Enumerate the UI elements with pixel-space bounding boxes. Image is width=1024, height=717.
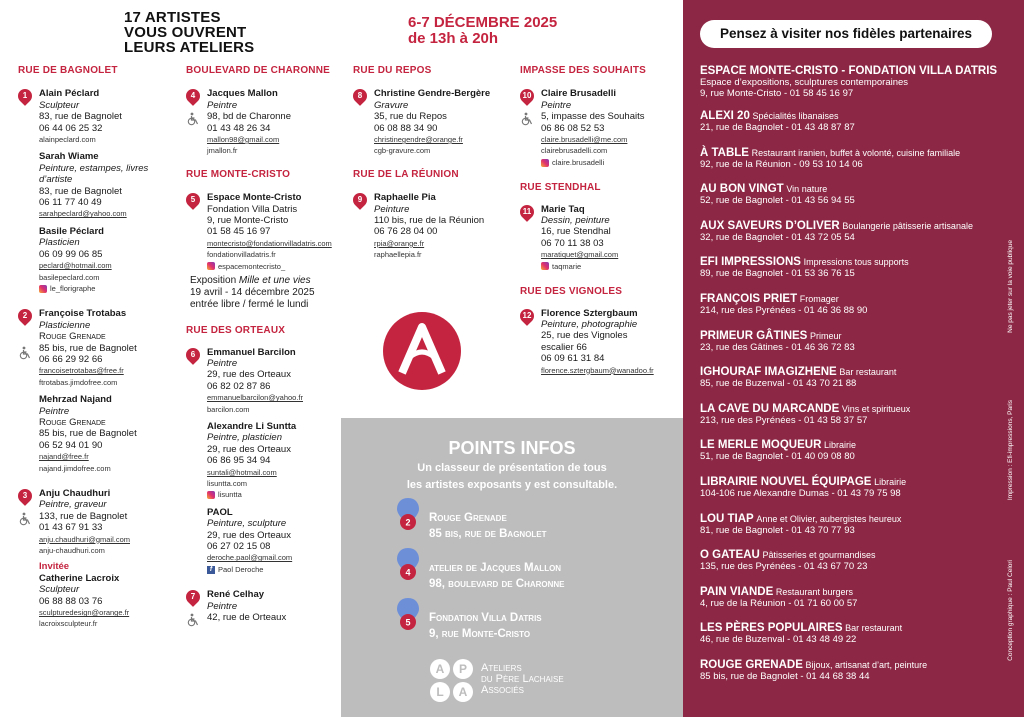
artist-website[interactable]: raphaellepia.fr xyxy=(374,250,422,260)
partner-address: 135, rue des Pyrénées - 01 43 67 70 23 xyxy=(700,561,868,573)
map-pin-icon: 7 xyxy=(183,587,203,607)
artist-entry xyxy=(18,308,178,388)
partner-name: IGHOURAF IMAGIZHENE xyxy=(700,366,837,379)
artist-email[interactable]: francoisetrotabas@free.fr xyxy=(39,366,124,376)
artist-website[interactable]: alainpeclard.com xyxy=(39,135,96,145)
artist-website[interactable]: fondationvilladatris.fr xyxy=(207,250,276,260)
artist-website[interactable]: najand.jimdofree.com xyxy=(39,463,111,473)
info-point xyxy=(429,510,547,542)
partner-item xyxy=(700,331,1010,368)
artist-name: Florence Sztergbaum xyxy=(541,307,638,319)
artist-entry xyxy=(18,561,178,629)
partner-description: Bijoux, artisanat d’art, peinture xyxy=(805,659,928,670)
artist-website[interactable]: basilepeclard.com xyxy=(39,272,100,282)
facebook-icon: f xyxy=(207,566,215,574)
partners-heading: Pensez à visiter nos fidèles partenaires xyxy=(700,20,992,48)
artist-name: Jacques Mallon xyxy=(207,88,278,100)
artist-email[interactable]: christinegendre@orange.fr xyxy=(374,135,463,145)
artist-phone: 06 76 28 04 00 xyxy=(374,226,438,238)
apla-association-logo xyxy=(429,658,475,704)
svg-text:A: A xyxy=(435,662,445,676)
artist-organization: Fondation Villa Datris xyxy=(207,203,298,215)
instagram-icon xyxy=(541,159,549,167)
partner-name: LE MERLE MOQUEUR xyxy=(700,439,822,452)
artist-address: 42, rue de Orteaux xyxy=(207,612,287,624)
partner-name: ALEXI 20 xyxy=(700,110,750,122)
info-point-address: 85 bis, rue de Bagnolet xyxy=(429,528,547,540)
info-point-name: Fondation Villa Datris xyxy=(429,612,542,624)
artist-name: Mehrzad Najand xyxy=(39,394,112,406)
artist-entry xyxy=(186,192,341,272)
artist-entry xyxy=(18,488,178,556)
apla-name: Ateliers du Père Lachaise Associés xyxy=(481,662,564,696)
instagram-link[interactable]: espacemontecristo_ xyxy=(207,261,341,272)
partner-name: PAIN VIANDE xyxy=(700,585,774,598)
artist-entry xyxy=(520,204,682,272)
artist-address: 5, impasse des Souhaits xyxy=(541,111,645,123)
artist-email[interactable]: rpia@orange.fr xyxy=(374,238,425,248)
map-pin-icon: 12 xyxy=(517,306,537,326)
partner-description: Impressions tous supports xyxy=(803,257,909,268)
partner-name: À TABLE xyxy=(700,146,749,159)
artist-name: PAOL xyxy=(207,506,233,518)
artist-email[interactable]: deroche.paol@gmail.com xyxy=(207,553,293,563)
dates-line-1: 6-7 DÉCEMBRE 2025 xyxy=(408,14,558,31)
artist-phone: 01 58 45 16 97 xyxy=(207,226,271,238)
artist-name: René Celhay xyxy=(207,589,265,601)
wheelchair-icon xyxy=(186,613,200,627)
artist-email[interactable]: florence.sztergbaum@wanadoo.fr xyxy=(541,365,654,375)
wheelchair-icon xyxy=(18,512,32,526)
partners-panel xyxy=(683,0,1024,717)
artist-website[interactable]: anju-chaudhuri.com xyxy=(39,546,105,556)
partners-list xyxy=(700,66,1010,697)
column-1 xyxy=(18,65,178,630)
artist-phone: 06 09 99 06 85 xyxy=(39,248,103,260)
map-pin-icon: 2 xyxy=(15,306,35,326)
title-line-3: LEURS ATELIERS xyxy=(124,39,255,56)
info-points-subtitle: Un classeur de présentation de tous les artistes exposants y est consultable. xyxy=(406,462,618,491)
partner-name: FRANÇOIS PRIET xyxy=(700,292,798,305)
partner-address: 104-106 rue Alexandre Dumas - 01 43 79 75 98 xyxy=(700,487,901,499)
partner-item xyxy=(700,550,1010,587)
partner-description: Librairie xyxy=(824,440,857,451)
artist-entry xyxy=(186,507,341,575)
side-note-3: Conception graphique : Paul Celori xyxy=(1007,560,1014,661)
artist-entry xyxy=(18,226,178,294)
artist-email[interactable]: maratiquet@gmail.com xyxy=(541,250,619,260)
artist-name: Alexandre Li Suntta xyxy=(207,420,297,432)
partner-address: 46, rue de Buzenval - 01 43 48 49 22 xyxy=(700,634,857,646)
street-heading: RUE DE LA RÉUNION xyxy=(353,168,459,180)
info-point xyxy=(429,560,565,592)
artist-address: 83, rue de Bagnolet xyxy=(39,185,122,197)
partner-item xyxy=(700,111,1010,148)
artist-name: Alain Péclard xyxy=(39,88,100,100)
artist-venue: Rouge Grenade xyxy=(39,416,106,428)
artist-email[interactable]: sarahpeclard@yahoo.com xyxy=(39,209,127,219)
map-pin-icon: 10 xyxy=(517,87,537,107)
instagram-link[interactable]: claire.brusadelli xyxy=(541,157,682,168)
column-4 xyxy=(520,65,682,376)
facebook-link[interactable]: f Paol Deroche xyxy=(207,564,341,575)
artist-entry xyxy=(186,589,341,623)
partner-item xyxy=(700,367,1010,404)
partner-description: Pâtisseries et gourmandises xyxy=(762,550,876,561)
svg-text:4: 4 xyxy=(405,567,411,578)
artist-phone: 06 70 11 38 03 xyxy=(541,237,604,249)
partner-address: 23, rue des Gâtines - 01 46 36 72 83 xyxy=(700,341,855,353)
artist-email[interactable]: montecristo@fondationvilladatris.com xyxy=(207,238,332,248)
artist-website[interactable]: ftrotabas.jimdofree.com xyxy=(39,377,118,387)
artist-entry xyxy=(186,88,341,156)
partner-name: ROUGE GRENADE xyxy=(700,658,803,671)
artist-name: Claire Brusadelli xyxy=(541,88,616,100)
partner-name: ESPACE MONTE-CRISTO - FONDATION VILLA DATRIS xyxy=(700,65,998,77)
exhibition-hours: entrée libre / fermé le lundi xyxy=(190,299,309,311)
partner-description: Librairie xyxy=(874,476,907,487)
artist-phone: 01 43 48 26 34 xyxy=(207,122,271,134)
guest-label: Invitée xyxy=(39,561,70,573)
map-pin-icon: 3 xyxy=(15,486,35,506)
artist-name: Marie Taq xyxy=(541,203,585,215)
artist-address: 133, rue de Bagnolet xyxy=(39,510,128,522)
artist-name: Françoise Trotabas xyxy=(39,308,127,320)
instagram-icon xyxy=(207,262,215,270)
partner-name: LIBRAIRIE NOUVEL ÉQUIPAGE xyxy=(700,475,872,488)
partner-detail: 9, rue Monte-Cristo - 01 58 45 16 97 xyxy=(700,88,854,99)
street-heading: RUE DES VIGNOLES xyxy=(520,286,623,298)
artist-name: Espace Monte-Cristo xyxy=(207,192,302,204)
artist-role: Peintre xyxy=(207,600,238,612)
street-heading: RUE STENDHAL xyxy=(520,182,601,194)
partner-address: 92, rue de la Réunion - 09 53 10 14 06 xyxy=(700,158,863,170)
partner-address: 214, rue des Pyrénées - 01 46 36 88 90 xyxy=(700,304,868,316)
artist-website[interactable]: cgb-gravure.com xyxy=(374,146,431,156)
info-points-panel xyxy=(341,418,683,717)
artist-address-extra: escalier 66 xyxy=(541,341,587,353)
artist-website[interactable]: jmallon.fr xyxy=(207,146,238,156)
artist-phone: 06 52 94 01 90 xyxy=(39,439,103,451)
artist-role: Peinture, sculpture xyxy=(207,518,287,530)
partner-name: AUX SAVEURS D’OLIVER xyxy=(700,219,840,232)
partner-description: Bar restaurant xyxy=(839,367,897,378)
svg-text:5: 5 xyxy=(405,617,411,628)
artist-phone: 01 43 67 91 33 xyxy=(39,522,103,534)
artist-email[interactable]: peclard@hotmail.com xyxy=(39,261,112,271)
artist-phone: 06 09 61 31 84 xyxy=(541,353,605,365)
artist-role: Sculpteur xyxy=(39,584,80,596)
partner-detail: Espace d’expositions, sculptures contemporaines xyxy=(700,77,909,88)
street-heading: RUE MONTE-CRISTO xyxy=(186,168,291,180)
artist-address: 85 bis, rue de Bagnolet xyxy=(39,342,137,354)
partner-item xyxy=(700,440,1010,477)
partner-description: Restaurant burgers xyxy=(775,586,853,597)
artist-role: Plasticien xyxy=(39,237,80,249)
artist-address: 35, rue du Repos xyxy=(374,111,447,123)
artist-role: Plasticienne xyxy=(39,319,91,331)
artist-role: Peinture, estampes, livres d’artiste xyxy=(39,162,149,186)
partner-item xyxy=(700,587,1010,624)
partner-item xyxy=(700,623,1010,660)
instagram-link[interactable]: le_florigraphe xyxy=(39,283,178,294)
partner-address: 85, rue de Buzenval - 01 43 70 21 88 xyxy=(700,378,857,390)
artist-address: 16, rue Stendhal xyxy=(541,226,611,238)
partner-item xyxy=(700,514,1010,551)
artist-role: Peintre xyxy=(207,99,238,111)
partner-item xyxy=(700,148,1010,185)
artist-email[interactable]: anju.chaudhuri@gmail.com xyxy=(39,534,130,544)
partner-item xyxy=(700,257,1010,294)
title-line-1: 17 ARTISTES xyxy=(124,9,221,26)
artist-phone: 06 86 08 52 53 xyxy=(541,122,605,134)
artist-role: Sculpteur xyxy=(39,99,80,111)
artist-address: 29, rue des Orteaux xyxy=(207,529,291,541)
artist-name: Sarah Wiame xyxy=(39,151,99,163)
column-2 xyxy=(186,65,341,623)
artist-entry xyxy=(353,192,513,260)
partner-name: LA CAVE DU MARCANDE xyxy=(700,402,840,415)
artist-website[interactable]: barcilon.com xyxy=(207,404,250,414)
exhibition-prefix: Exposition xyxy=(190,275,239,287)
map-pin-icon xyxy=(397,548,419,586)
partner-address: 81, rue de Bagnolet - 01 43 70 77 93 xyxy=(700,524,855,536)
partner-description: Boulangerie pâtisserie artisanale xyxy=(842,220,973,231)
artist-entry xyxy=(520,308,682,376)
wheelchair-icon xyxy=(186,112,200,126)
partner-name: PRIMEUR GÂTINES xyxy=(700,329,808,342)
artist-address: 85 bis, rue de Bagnolet xyxy=(39,428,137,440)
artist-phone: 06 66 29 92 66 xyxy=(39,353,103,365)
artist-email[interactable]: suntali@hotmail.com xyxy=(207,467,277,477)
partner-address: 213, rue des Pyrénées - 01 43 58 37 57 xyxy=(700,414,868,426)
info-point-name: Rouge Grenade xyxy=(429,512,507,524)
artist-name: Raphaelle Pia xyxy=(374,192,436,204)
artist-website[interactable]: clairebrusadelli.com xyxy=(541,146,608,156)
partner-item xyxy=(700,477,1010,514)
artist-entry xyxy=(353,88,513,156)
artist-email[interactable]: najand@free.fr xyxy=(39,452,89,462)
instagram-icon xyxy=(541,262,549,270)
partner-item xyxy=(700,66,1010,111)
map-pin-icon xyxy=(397,598,419,636)
wheelchair-icon xyxy=(18,346,32,360)
street-heading: RUE DU REPOS xyxy=(353,65,432,76)
svg-text:L: L xyxy=(436,685,444,699)
artist-role: Gravure xyxy=(374,99,409,111)
artist-name: Anju Chaudhuri xyxy=(39,488,111,499)
partner-name: O GATEAU xyxy=(700,549,760,562)
partner-address: 21, rue de Bagnolet - 01 43 48 87 87 xyxy=(700,122,855,133)
partner-description: Vins et spiritueux xyxy=(841,403,911,414)
partner-description: Vin nature xyxy=(786,184,828,195)
partner-address: 85 bis, rue de Bagnolet - 01 44 68 38 44 xyxy=(700,670,870,682)
info-point xyxy=(429,610,542,642)
artist-address: 9, rue Monte-Cristo xyxy=(207,215,289,227)
wheelchair-icon xyxy=(520,112,534,126)
artist-address: 110 bis, rue de la Réunion xyxy=(374,215,485,227)
partner-description: Bar restaurant xyxy=(845,623,903,634)
artist-role: Peinture xyxy=(374,203,410,215)
artist-phone: 06 27 02 15 08 xyxy=(207,541,271,552)
instagram-icon xyxy=(207,491,215,499)
partner-address: 4, rue de la Réunion - 01 71 60 00 57 xyxy=(700,597,858,609)
artist-role: Peintre xyxy=(541,99,572,111)
column-3 xyxy=(353,65,513,261)
partner-name: LOU TIAP xyxy=(700,512,754,525)
partner-description: Fromager xyxy=(799,293,839,304)
street-heading: BOULEVARD DE CHARONNE xyxy=(186,65,331,76)
partner-address: 89, rue de Bagnolet - 01 53 36 76 15 xyxy=(700,268,855,280)
partner-description: Primeur xyxy=(809,330,842,341)
artist-address: 98, bd de Charonne xyxy=(207,111,291,123)
instagram-link[interactable]: taqmarie xyxy=(541,261,682,272)
side-note-2: Impression : Efi-impressions, Paris xyxy=(1007,400,1014,501)
exhibition-dates: 19 avril - 14 décembre 2025 xyxy=(190,287,315,299)
artist-address: 83, rue de Bagnolet xyxy=(39,111,122,123)
artist-phone: 06 82 02 87 86 xyxy=(207,380,271,392)
partner-name: LES PÈRES POPULAIRES xyxy=(700,622,843,635)
artist-phone: 06 88 88 03 76 xyxy=(39,595,103,607)
street-heading: RUE DES ORTEAUX xyxy=(186,325,286,337)
partner-description: Anne et Olivier, aubergistes heureux xyxy=(756,513,902,524)
info-point-address: 9, rue Monte-Cristo xyxy=(429,628,531,640)
map-pin-icon: 4 xyxy=(183,87,203,107)
artist-role: Peinture, photographie xyxy=(541,318,638,330)
map-pin-icon: 11 xyxy=(517,202,537,222)
artist-phone: 06 08 88 34 90 xyxy=(374,122,438,134)
artist-address: 25, rue des Vignoles xyxy=(541,330,628,342)
artist-phone: 06 86 95 34 94 xyxy=(207,455,271,467)
artist-entry xyxy=(520,88,682,168)
exhibition-title: Mille et une vies xyxy=(238,275,311,287)
info-point-address: 98, boulevard de Charonne xyxy=(429,578,565,590)
partner-description: Spécialités libanaises xyxy=(752,111,839,121)
svg-text:2: 2 xyxy=(405,517,411,528)
artist-entry xyxy=(18,88,178,145)
partner-address: 52, rue de Bagnolet - 01 43 56 94 55 xyxy=(700,195,855,207)
partner-item xyxy=(700,404,1010,441)
info-points-title: POINTS INFOS xyxy=(448,438,576,458)
map-pin-icon: 9 xyxy=(350,190,370,210)
artist-website[interactable]: lacroixsculpteur.fr xyxy=(39,619,98,629)
event-dates xyxy=(408,15,557,47)
artist-role: Dessin, peinture xyxy=(541,215,610,227)
artist-entry xyxy=(18,394,178,474)
artist-email[interactable]: mallon98@gmail.com xyxy=(207,135,280,145)
artist-name: Christine Gendre-Bergère xyxy=(374,88,491,100)
map-pin-icon: 5 xyxy=(183,190,203,210)
partner-name: AU BON VINGT xyxy=(700,183,784,196)
partner-item xyxy=(700,660,1010,697)
artist-role: Peintre, graveur xyxy=(39,499,107,511)
artist-role: Peintre, plasticien xyxy=(207,432,282,444)
map-pin-icon xyxy=(397,498,419,536)
svg-text:P: P xyxy=(458,662,468,676)
artist-name: Catherine Lacroix xyxy=(39,572,120,584)
partner-address: 32, rue de Bagnolet - 01 43 72 05 54 xyxy=(700,231,855,243)
artist-name: Basile Péclard xyxy=(39,225,104,237)
artist-phone: 06 11 77 40 49 xyxy=(39,197,102,209)
artist-entry xyxy=(186,347,341,415)
main-title xyxy=(124,10,254,55)
map-pin-icon: 6 xyxy=(183,345,203,365)
artist-email[interactable]: claire.brusadelli@me.com xyxy=(541,135,628,145)
artist-email[interactable]: sculpturedesign@orange.fr xyxy=(39,608,130,618)
instagram-link[interactable]: lisuntta xyxy=(207,489,341,500)
street-heading: RUE DE BAGNOLET xyxy=(18,65,118,76)
artist-entry xyxy=(18,151,178,219)
artist-email[interactable]: emmanuelbarcilon@yahoo.fr xyxy=(207,393,303,403)
artist-venue: Rouge Grenade xyxy=(39,331,106,343)
partner-item xyxy=(700,294,1010,331)
partner-description: Restaurant iranien, buffet à volonté, cuisine familiale xyxy=(751,147,961,158)
artist-name: Emmanuel Barcilon xyxy=(207,346,296,358)
partner-item xyxy=(700,221,1010,258)
street-heading: IMPASSE DES SOUHAITS xyxy=(520,65,647,76)
artist-address: 29, rue des Orteaux xyxy=(207,369,291,381)
title-line-2: VOUS OUVRENT xyxy=(124,24,247,41)
artist-phone: 06 44 06 25 32 xyxy=(39,122,103,134)
map-pin-icon: 1 xyxy=(15,87,35,107)
apla-logo-icon xyxy=(382,311,462,391)
partner-item xyxy=(700,184,1010,221)
svg-text:A: A xyxy=(458,685,468,699)
artist-entry xyxy=(186,421,341,501)
dates-line-2: de 13h à 20h xyxy=(408,30,499,47)
map-pin-icon: 8 xyxy=(350,87,370,107)
artist-role: Peintre xyxy=(207,357,238,369)
instagram-icon xyxy=(39,285,47,293)
partner-address: 51, rue de Bagnolet - 01 40 09 08 80 xyxy=(700,451,855,463)
partner-name: EFI IMPRESSIONS xyxy=(700,256,801,269)
artist-address: 29, rue des Orteaux xyxy=(207,443,291,455)
artist-role: Peintre xyxy=(39,405,70,417)
exhibition-info xyxy=(186,275,341,311)
side-note-1: Ne pas jeter sur la voie publique xyxy=(1007,240,1014,333)
info-point-name: atelier de Jacques Mallon xyxy=(429,562,562,574)
artist-website[interactable]: lisuntta.com xyxy=(207,478,248,488)
